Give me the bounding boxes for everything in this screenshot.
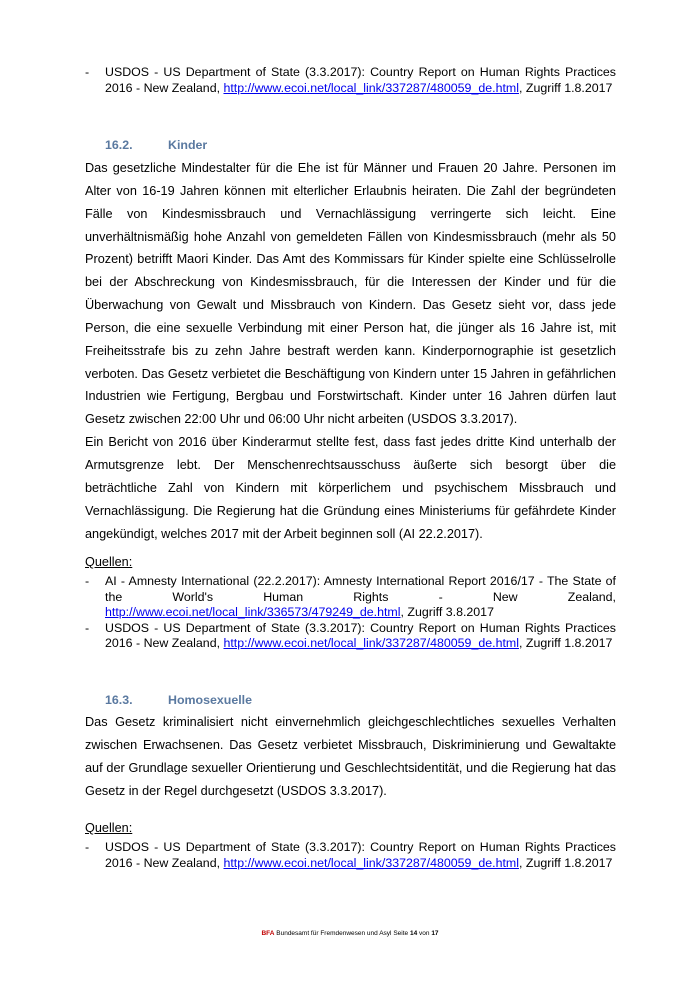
- paragraph: Das gesetzliche Mindestalter für die Ehe ist für Männer und Frauen 20 Jahre. Personen im Alter von 16-19 Jahren können mit elterlicher Erlaubnis heiraten. Die Zahl der begründeten Fälle von Kindesmissbrauch und Vernachlässigung verringerte sich leicht. Eine unverhältnismäßig hohe Anzahl von gemeldeten Fällen von Kindesmissbrauch (mehr als 50 Prozent) betrifft Maori Kinder. Das Amt des Kommissars für Kinder spielte eine Schlüsselrolle bei der Abschreckung von Kindesmissbrauch, für die Interessen der Kinder und für die Überwachung von Gewalt und Missbrauch von Kindern. Das Gesetz sieht vor, dass jede Person, die eine sexuelle Verbindung mit einer Person hat, die jünger als 16 Jahre ist, mit Freiheitsstrafe bis zu zehn Jahre bestraft werden kann. Kinderpornographie ist gesetzlich verboten. Das Gesetz verbietet die Beschäftigung von Kindern unter 15 Jahren in gefährlichen Industrien wie Fertigung, Bergbau und Forstwirtschaft. Kinder unter 16 Jahren dürfen laut Gesetz zwischen 22:00 Uhr und 06:00 Uhr nicht arbeiten (USDOS 3.3.2017).: [85, 161, 616, 427]
- source-suffix: , Zugriff 1.8.2017: [518, 636, 613, 650]
- section-body-homosexuelle: [85, 711, 616, 802]
- section-title: Homosexuelle: [168, 693, 253, 707]
- footer-page-label: Seite: [393, 930, 409, 937]
- source-text: USDOS - US Department of State (3.3.2017): Country Report on Human Rights Practices 2016 - New Zealand,: [105, 620, 616, 650]
- source-link[interactable]: http://www.ecoi.net/local_link/337287/480059_de.html: [223, 855, 519, 870]
- source-item: [85, 574, 616, 621]
- source-text: USDOS - US Department of State (3.3.2017): Country Report on Human Rights Practices 2016 - New Zealand,: [105, 65, 616, 95]
- footer-page-total: 17: [431, 930, 439, 937]
- source-item: [85, 65, 616, 96]
- source-suffix: , Zugriff 1.8.2017: [518, 855, 613, 870]
- source-suffix: , Zugriff 3.8.2017: [400, 605, 494, 619]
- source-text: USDOS - US Department of State (3.3.2017): Country Report on Human Rights Practices 2016 - New Zealand,: [105, 840, 616, 870]
- source-list-kinder: [85, 574, 616, 652]
- section-heading-kinder: [105, 137, 207, 153]
- top-source-list: [85, 65, 616, 96]
- paragraph: Ein Bericht von 2016 über Kinderarmut stellte fest, dass fast jedes dritte Kind unterhalb der Armutsgrenze lebt. Der Menschenrechtsausschuss äußerte sich besorgt über die beträchtliche Zahl von Kindern mit körperlichem und psychischem Missbrauch und Vernachlässigung. Die Regierung hat die Gründung eines Ministeriums für gefährdete Kinder angekündigt, welches 2017 mit der Arbeit beginnen soll (AI 22.2.2017).: [85, 435, 616, 541]
- paragraph: Das Gesetz kriminalisiert nicht einvernehmlich gleichgeschlechtliches sexuelles Verhalten zwischen Erwachsenen. Das Gesetz verbietet Missbrauch, Diskriminierung und Gewaltakte auf der Grundlage sexueller Orientierung und Geschlechtsidentität, und die Regierung hat das Gesetz in der Regel durchgesetzt (USDOS 3.3.2017).: [85, 715, 616, 798]
- sources-label: Quellen:: [85, 821, 133, 835]
- page-footer: [0, 930, 700, 938]
- section-number: 16.2.: [105, 138, 133, 152]
- footer-page-number: 14: [409, 930, 418, 937]
- source-link[interactable]: http://www.ecoi.net/local_link/337287/480059_de.html: [223, 80, 519, 95]
- sources-label: Quellen:: [85, 555, 133, 569]
- footer-brand: BFA: [261, 930, 275, 937]
- source-link[interactable]: http://www.ecoi.net/local_link/337287/480059_de.html: [223, 636, 519, 650]
- source-item: [85, 840, 616, 871]
- section-body-kinder: [85, 157, 616, 545]
- source-link[interactable]: http://www.ecoi.net/local_link/336573/479249_de.html: [105, 605, 401, 619]
- footer-of-label: von: [419, 930, 430, 937]
- section-title: Kinder: [168, 138, 208, 152]
- section-heading-homosexuelle: [105, 692, 252, 708]
- source-suffix: , Zugriff 1.8.2017: [518, 80, 613, 95]
- source-item: [85, 621, 616, 652]
- section-number: 16.3.: [105, 693, 133, 707]
- source-list-homosexuelle: [85, 840, 616, 871]
- source-text: AI - Amnesty International (22.2.2017): Amnesty International Report 2016/17 - The State of the World's Human Rights - New Zealand,: [105, 574, 616, 604]
- footer-org: Bundesamt für Fremdenwesen und Asyl: [276, 930, 392, 937]
